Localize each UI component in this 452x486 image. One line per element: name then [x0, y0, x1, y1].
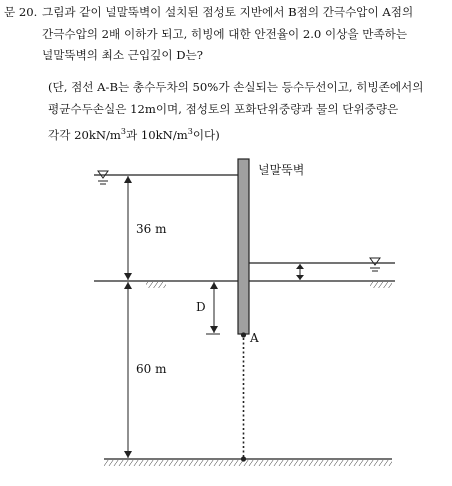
note-line-1: (단, 점선 A-B는 총수두차의 50%가 손실되는 등수두선이고, 히빙존에서의: [48, 80, 424, 94]
base-hatch: [104, 460, 392, 466]
water-level-icon-right: [370, 258, 380, 271]
head-difference-arrow: [296, 264, 304, 280]
dim-lower-label: 60 m: [136, 362, 167, 376]
ground-hatch-left: [146, 282, 166, 288]
dim-upper-label: 36 m: [136, 222, 167, 236]
question-line-2: 간극수압의 2배 이하가 되고, 히빙에 대한 안전율이 2.0 이상을 만족하는: [42, 26, 408, 41]
point-a-marker: [241, 332, 246, 337]
dimension-60m: [124, 282, 132, 458]
note-line-3: 각각 $20kN/m^3$과 $10kN/m^3$이다): [48, 127, 220, 142]
question-line-1: 그림과 같이 널말뚝벽이 설치된 점성토 지반에서 B점의 간극수압이 A점의: [42, 5, 414, 19]
dimension-d: [206, 282, 220, 334]
question-number: 문 20.: [4, 5, 38, 19]
ground-hatch-right: [370, 282, 392, 288]
water-level-icon-left: [98, 171, 108, 184]
dimension-36m: [124, 176, 132, 280]
point-a-label: A: [250, 331, 259, 345]
question-line-3: 널말뚝벽의 최소 근입깊이 D는?: [42, 48, 203, 62]
sheet-pile-wall: [238, 159, 249, 334]
note-line-2: 평균수두손실은 12m이며, 점성토의 포화단위중량과 물의 단위중량은: [48, 102, 399, 116]
dim-embed-label: D: [196, 300, 206, 314]
wall-label: 널말뚝벽: [258, 163, 305, 177]
